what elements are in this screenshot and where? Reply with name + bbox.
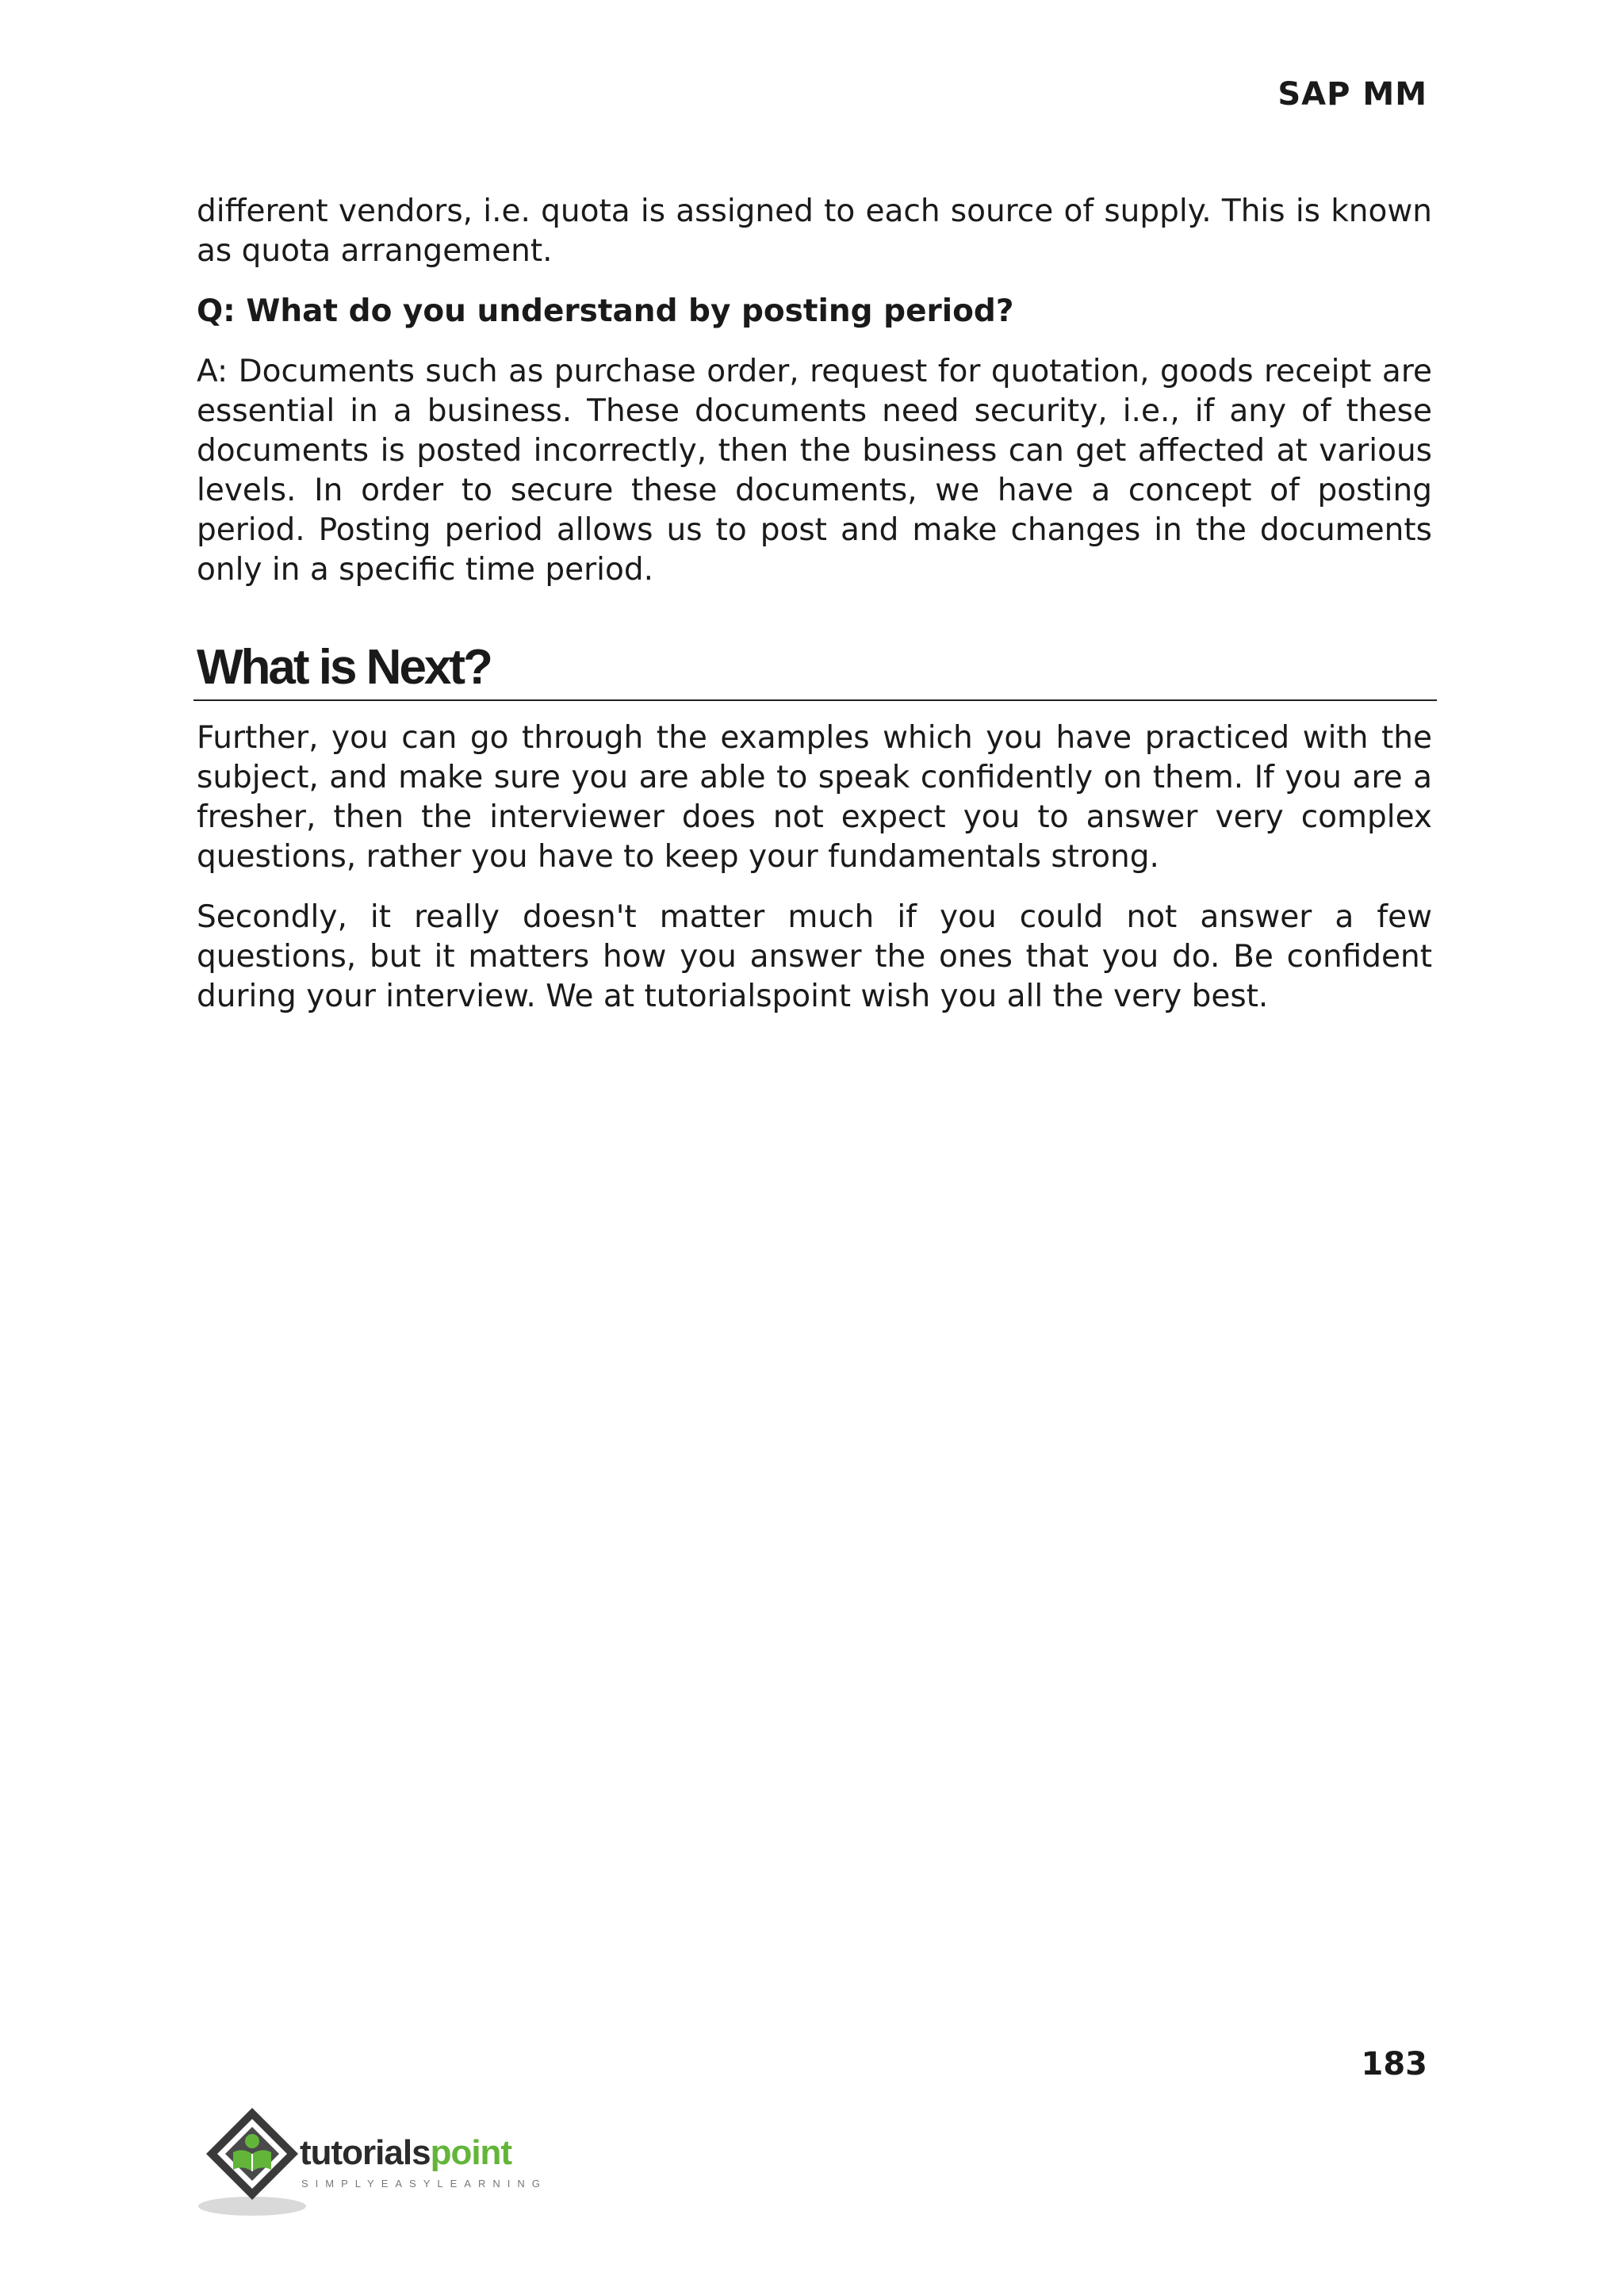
- logo-wordmark: [300, 2133, 511, 2173]
- logo-word-part-1: tutorials: [300, 2133, 431, 2172]
- logo-tagline: SIMPLYEASYLEARNING: [301, 2178, 547, 2190]
- page-number: 183: [1361, 2046, 1427, 2082]
- running-header: SAP MM: [1277, 76, 1427, 113]
- page-content: [197, 192, 1432, 1037]
- continued-paragraph: different vendors, i.e. quota is assigned to each source of supply. This is known as quota arrangement.: [197, 193, 1432, 269]
- section-paragraph-2: Secondly, it really doesn't matter much if you could not answer a few questions, but it matters how you answer the ones that you do. Be confident during your interview. We at tutorialspoint wish you all the very best.: [197, 899, 1432, 1014]
- tutorialspoint-logo: [197, 2102, 569, 2220]
- question: Q: What do you understand by posting period?: [197, 293, 1014, 329]
- answer: A: Documents such as purchase order, request for quotation, goods receipt are essential in a business. These documents need security, i.e., if any of these documents is posted incorrectly, then the business can get affected at various levels. In order to secure these documents, we have a concept of posting period. Posting period allows us to post and make changes in the documents only in a specific time period.: [197, 354, 1432, 588]
- section-heading: What is Next?: [193, 639, 1437, 701]
- section-paragraph-1: Further, you can go through the examples which you have practiced with the subject, and make sure you are able to speak confidently on them. If you are a fresher, then the interviewer does not expect you to answer very complex questions, rather you have to keep your fundamentals strong.: [197, 720, 1432, 875]
- tutorialspoint-logo-icon: [197, 2102, 308, 2220]
- logo-word-part-2: point: [430, 2133, 512, 2172]
